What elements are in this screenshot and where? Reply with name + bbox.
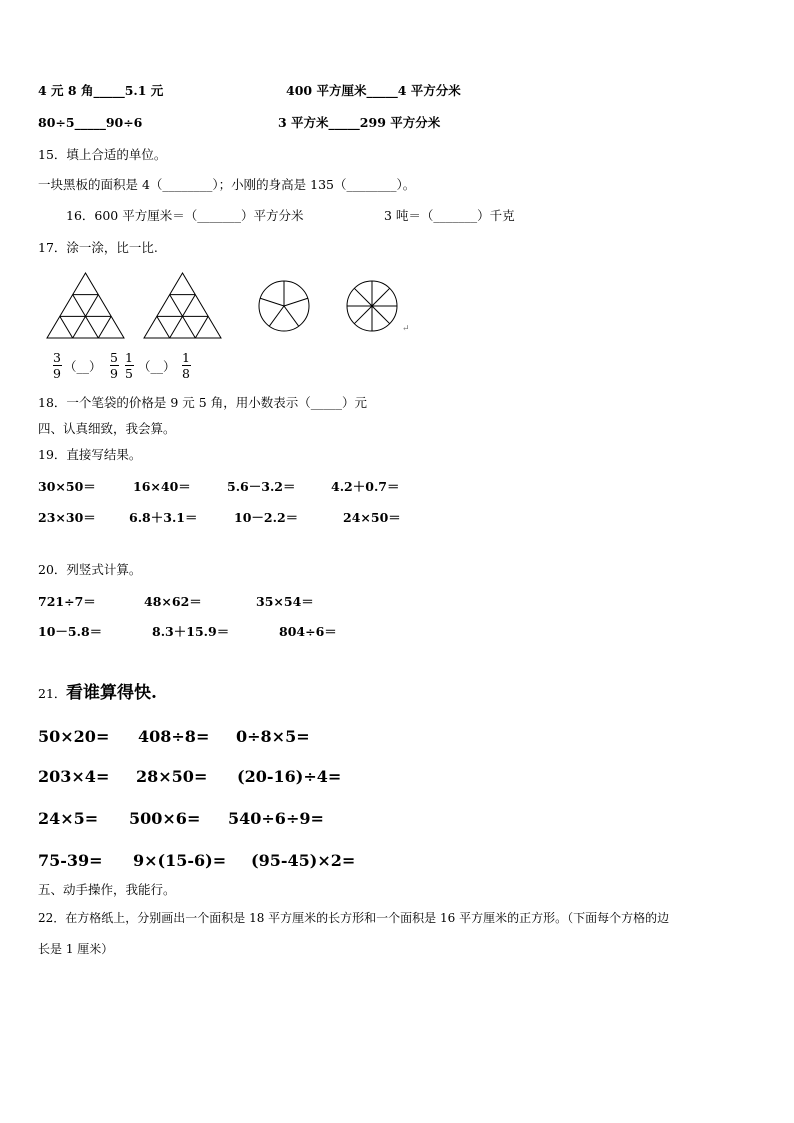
q22-line1: 22．在方格纸上，分别画出一个面积是 18 平方厘米的长方形和一个面积是 16 平方厘米的正方形。（下面每个方格的边 — [38, 911, 670, 925]
q21-item: 408÷8= — [138, 727, 210, 746]
fraction-numerator: 5 — [110, 350, 118, 365]
q21-item: 203×4= — [38, 767, 110, 786]
circle-divider-line — [260, 298, 284, 306]
compare-row2-left: 80÷5_____90÷6 — [38, 115, 143, 130]
q21-item: (95-45)×2= — [251, 851, 356, 870]
q21-item: 28×50= — [136, 767, 208, 786]
q19-item: 16×40＝ — [133, 479, 191, 494]
q19-item: 6.8＋3.1＝ — [129, 510, 198, 525]
q19-item: 10－2.2＝ — [234, 510, 299, 525]
q21-item: 0÷8×5= — [236, 727, 310, 746]
return-mark-icon: ↵ — [402, 324, 410, 334]
compare-blank-1: （__） — [64, 359, 102, 374]
q20-item: 10－5.8＝ — [38, 624, 103, 639]
q16-right: 3 吨＝（_______）千克 — [384, 208, 515, 223]
compare-row1-right: 400 平方厘米_____4 平方分米 — [286, 83, 461, 98]
circle-divider-line — [354, 306, 372, 324]
fraction-denominator: 9 — [53, 366, 61, 381]
fraction-5-9 — [108, 350, 120, 381]
q21-title-number: 21． — [38, 686, 67, 701]
q20-item: 35×54＝ — [256, 594, 314, 609]
q21-item: 540÷6÷9= — [228, 809, 324, 828]
fraction-numerator: 1 — [125, 350, 133, 365]
fraction-1-8 — [180, 350, 192, 381]
q18-text: 18．一个笔袋的价格是 9 元 5 角，用小数表示（_____）元 — [38, 395, 367, 410]
fraction-3-9 — [51, 350, 63, 381]
q19-item: 4.2＋0.7＝ — [331, 479, 400, 494]
q20-title: 20．列竖式计算。 — [38, 562, 142, 577]
q21-item: 500×6= — [129, 809, 201, 828]
compare-blank-2: （__） — [138, 359, 176, 374]
q21-item: 9×(15-6)= — [133, 851, 227, 870]
q17-title: 17．涂一涂，比一比. — [38, 240, 158, 255]
q21-item: 75-39= — [38, 851, 103, 870]
q19-item: 24×50＝ — [343, 510, 401, 525]
fraction-denominator: 5 — [125, 366, 133, 381]
q15-title: 15．填上合适的单位。 — [38, 147, 167, 162]
q19-item: 30×50＝ — [38, 479, 96, 494]
q21-item: 50×20= — [38, 727, 110, 746]
fraction-1-5 — [123, 350, 135, 381]
q20-item: 48×62＝ — [144, 594, 202, 609]
q21-title-text: 看谁算得快. — [66, 683, 157, 703]
fraction-numerator: 1 — [182, 350, 190, 365]
q15-text: 一块黑板的面积是 4（________）；小刚的身高是 135（________）。 — [38, 177, 416, 192]
circle-divider-line — [284, 298, 308, 306]
q20-item: 721÷7＝ — [38, 594, 96, 609]
circle-eighths — [345, 279, 399, 333]
compare-row2-right: 3 平方米_____299 平方分米 — [278, 115, 441, 130]
circle-divider-line — [372, 306, 390, 324]
circle-divider-line — [269, 306, 284, 326]
triangle-figure-2 — [143, 272, 223, 340]
triangle-figure-1 — [46, 272, 126, 340]
compare-row1-left: 4 元 8 角_____5.1 元 — [38, 83, 164, 98]
q19-item: 5.6－3.2＝ — [227, 479, 296, 494]
q21-item: 24×5= — [38, 809, 99, 828]
circle-fifths — [257, 279, 311, 333]
q20-item: 804÷6＝ — [279, 624, 337, 639]
q21-item: (20-16)÷4= — [237, 767, 342, 786]
q20-item: 8.3＋15.9＝ — [152, 624, 230, 639]
section-4-heading: 四、认真细致，我会算。 — [38, 421, 176, 436]
section-5-heading: 五、动手操作，我能行。 — [38, 882, 176, 897]
circle-divider-line — [284, 306, 299, 326]
q19-title: 19．直接写结果。 — [38, 447, 142, 462]
fraction-denominator: 8 — [182, 366, 190, 381]
q19-item: 23×30＝ — [38, 510, 96, 525]
circle-divider-line — [372, 288, 390, 306]
circle-divider-line — [354, 288, 372, 306]
q16-left: 16．600 平方厘米＝（_______）平方分米 — [66, 208, 304, 223]
q22-line2: 长是 1 厘米） — [38, 942, 114, 956]
fraction-denominator: 9 — [110, 366, 118, 381]
fraction-numerator: 3 — [53, 350, 61, 365]
